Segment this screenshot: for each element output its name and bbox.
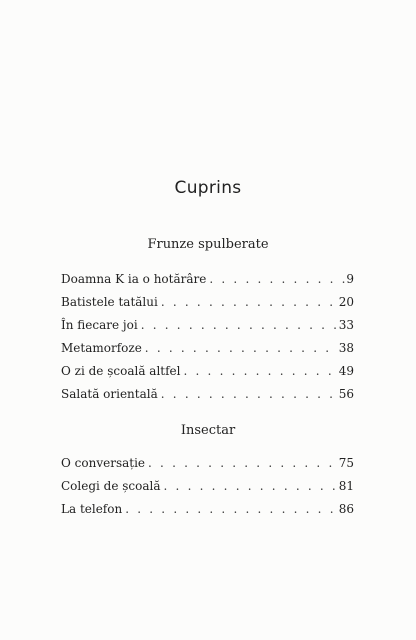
toc-entry-page-number: 9	[346, 272, 354, 286]
toc-entry[interactable]	[61, 502, 354, 525]
toc-entry-title: Doamna K ia o hotărâre	[61, 272, 207, 286]
toc-entry-page-number: 56	[338, 387, 354, 401]
dot-leader	[145, 341, 338, 355]
dot-leader	[161, 387, 338, 401]
toc-entry-page-number: 49	[338, 364, 354, 378]
toc-entry-title: Colegi de școală	[61, 479, 161, 493]
dot-leader	[148, 456, 338, 470]
toc-entry[interactable]	[61, 364, 354, 387]
toc-entry-page-number: 86	[338, 502, 354, 516]
section-heading: Frunze spulberate	[147, 237, 269, 252]
toc-entry-page-number: 33	[338, 318, 354, 332]
toc-list	[61, 272, 354, 410]
dot-leader	[125, 502, 338, 516]
toc-entry[interactable]	[61, 479, 354, 502]
section-heading: Insectar	[180, 423, 236, 438]
toc-entry-page-number: 20	[338, 295, 354, 309]
toc-entry-title: O zi de școală altfel	[61, 364, 181, 378]
dot-leader	[164, 479, 338, 493]
toc-entry[interactable]	[61, 295, 354, 318]
toc-entry[interactable]	[61, 318, 354, 341]
toc-entry-title: În fiecare joi	[61, 318, 138, 332]
toc-entry[interactable]	[61, 387, 354, 410]
toc-entry-title: Metamorfoze	[61, 341, 142, 355]
toc-entry-page-number: 81	[338, 479, 354, 493]
page-title: Cuprins	[174, 178, 242, 198]
toc-entry-title: Salată orientală	[61, 387, 158, 401]
dot-leader	[183, 364, 337, 378]
toc-entry-title: La telefon	[61, 502, 123, 516]
dot-leader	[141, 318, 338, 332]
toc-entry-page-number: 38	[338, 341, 354, 355]
toc-entry[interactable]	[61, 456, 354, 479]
toc-entry[interactable]	[61, 341, 354, 364]
toc-entry[interactable]	[61, 272, 354, 295]
dot-leader	[161, 295, 338, 309]
toc-entry-page-number: 75	[338, 456, 354, 470]
dot-leader	[209, 272, 345, 286]
toc-list	[61, 456, 354, 525]
toc-entry-title: Batistele tatălui	[61, 295, 158, 309]
toc-entry-title: O conversație	[61, 456, 146, 470]
